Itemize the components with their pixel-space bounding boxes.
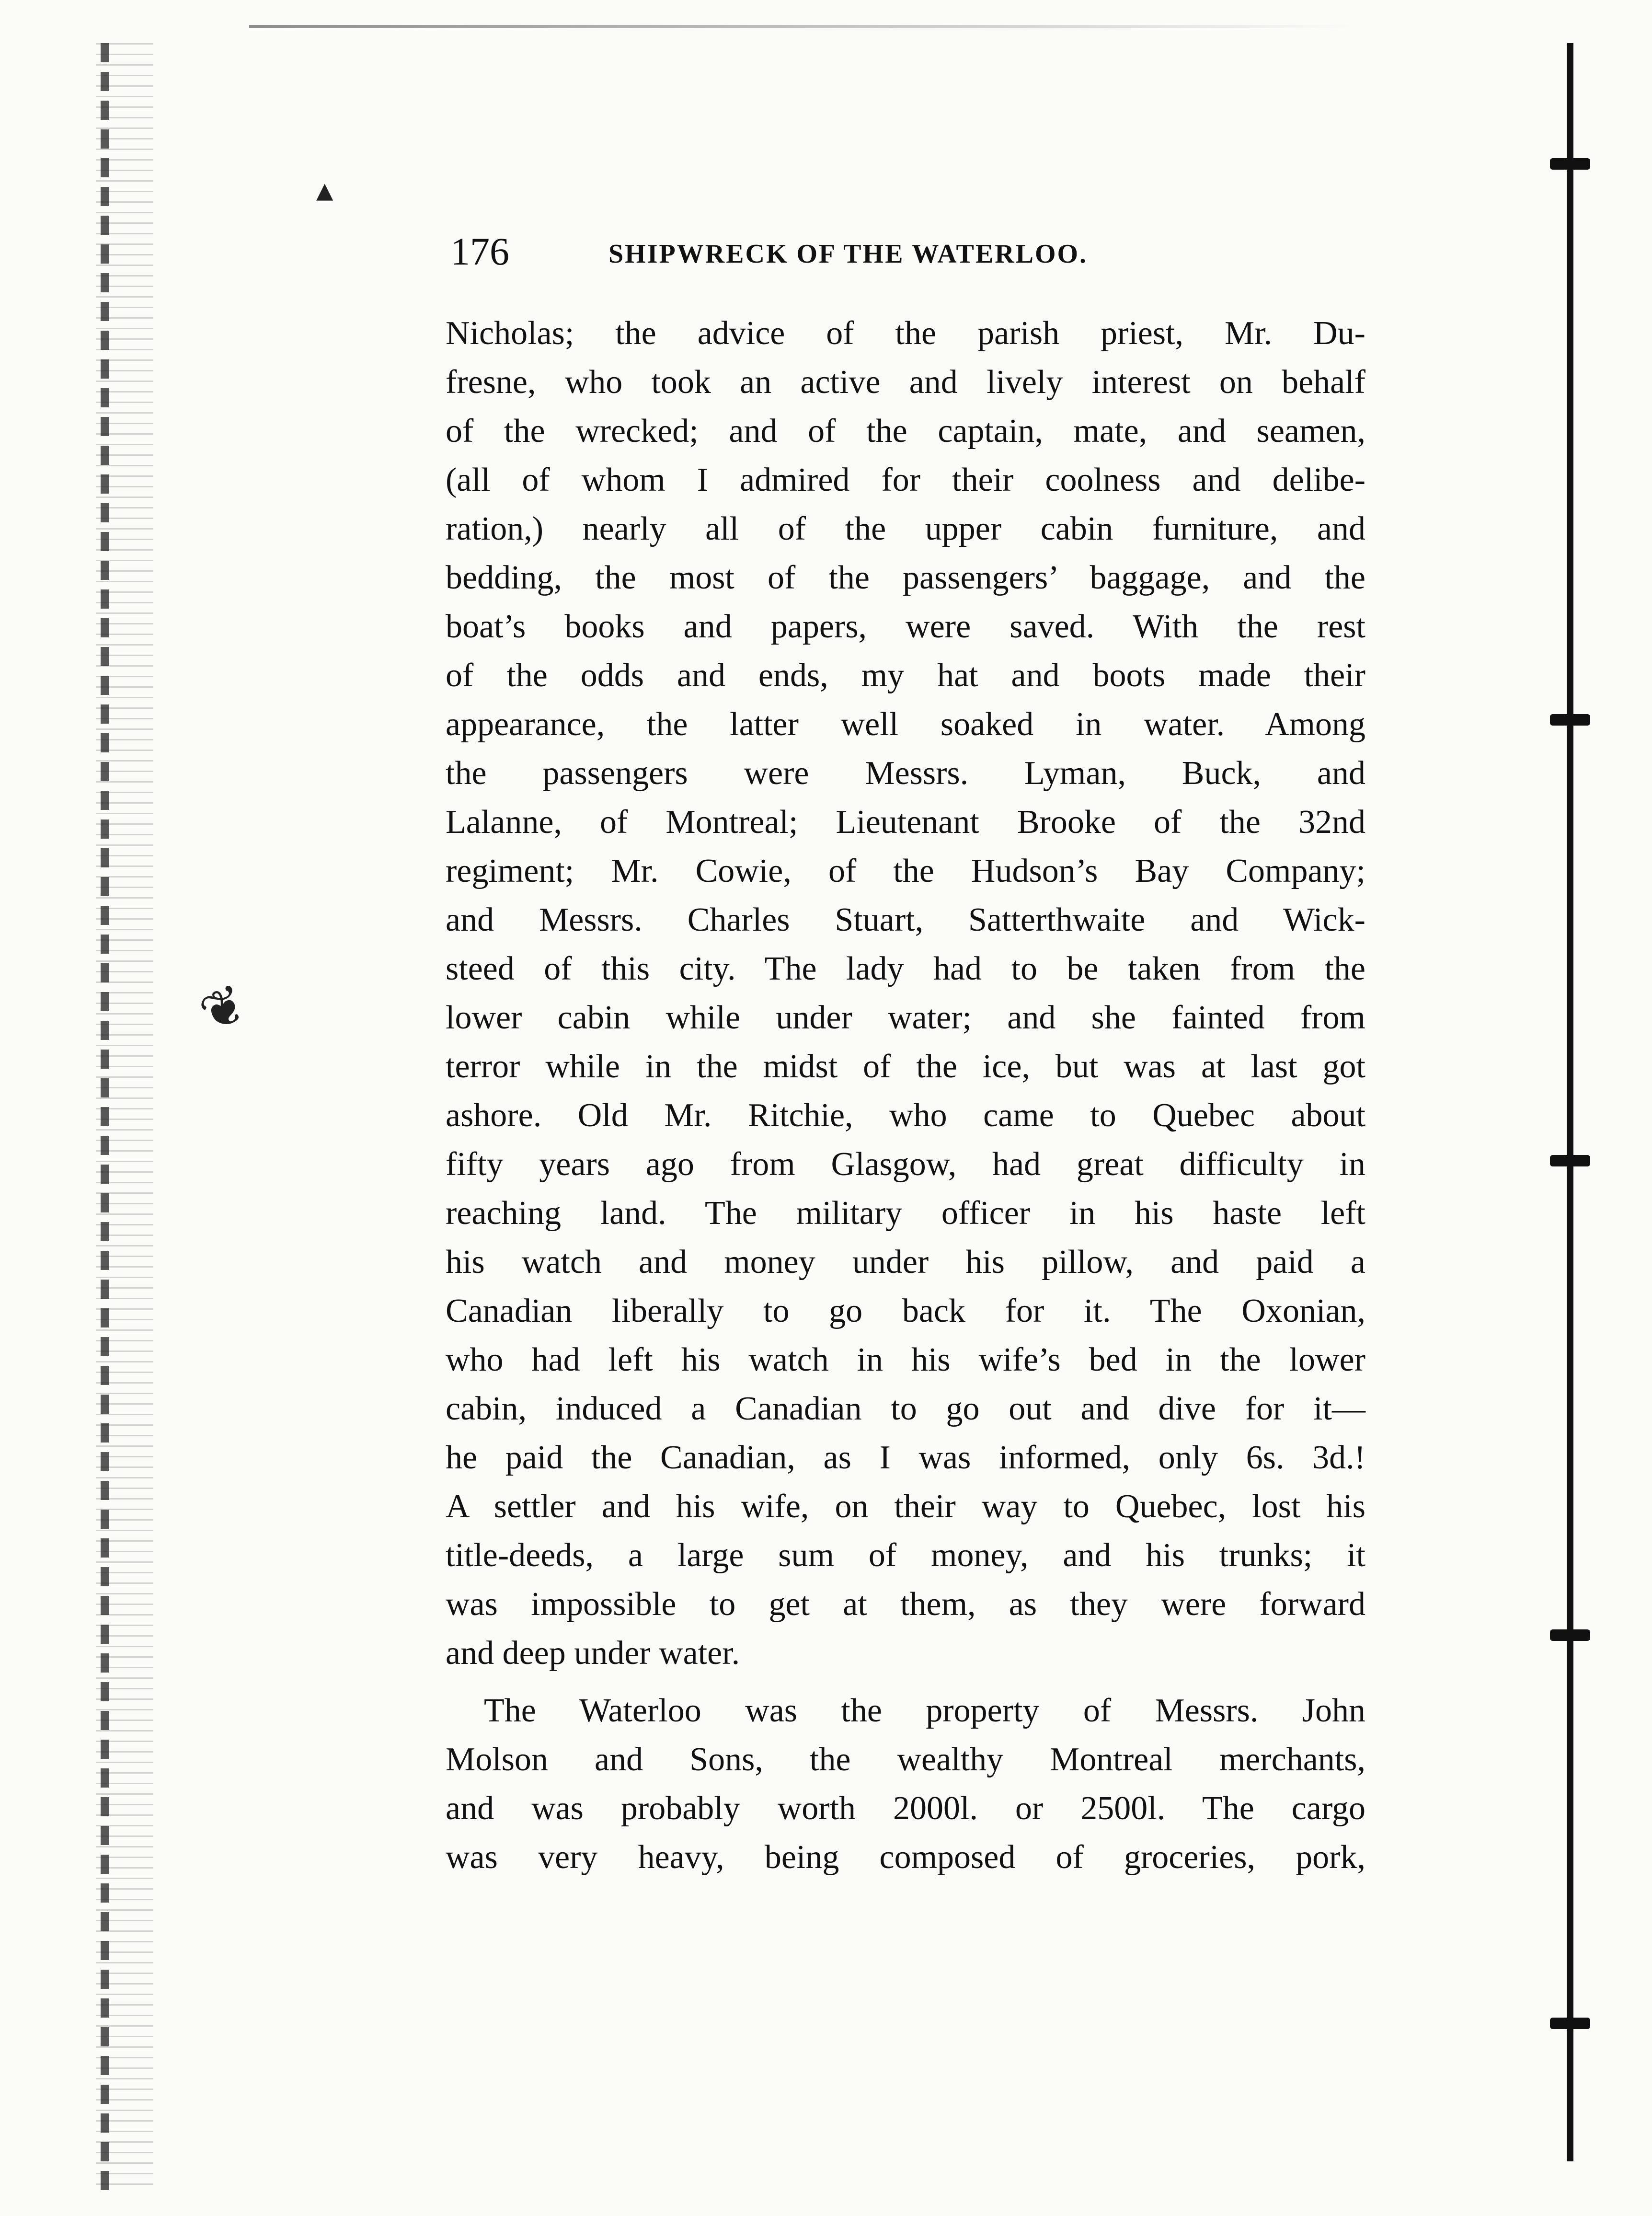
text-line: bedding, the most of the passengers’ baggage, and the [446, 559, 1365, 596]
text-line: A settler and his wife, on their way to Quebec, lost his [446, 1488, 1365, 1525]
text-line: his watch and money under his pillow, and paid a [446, 1244, 1365, 1281]
text-line: he paid the Canadian, as I was informed, only 6s. 3d.! [446, 1439, 1365, 1476]
text-line: lower cabin while under water; and she fainted from [446, 999, 1365, 1036]
text-line: The Waterloo was the property of Messrs. John [484, 1692, 1365, 1729]
text-line: terror while in the midst of the ice, but was at last got [446, 1048, 1365, 1085]
binding-knot [1550, 1155, 1590, 1166]
binding-knot [1550, 2018, 1590, 2029]
text-line: regiment; Mr. Cowie, of the Hudson’s Bay Company; [446, 853, 1365, 889]
binding-knot [1550, 1629, 1590, 1641]
top-edge-rule [249, 25, 1351, 28]
margin-mark-arrow: ▲ [316, 177, 333, 203]
paragraph-gap [446, 1678, 1365, 1686]
binding-knot [1550, 714, 1590, 726]
running-head: SHIPWRECK OF THE WATERLOO. [608, 239, 1088, 269]
text-line: of the odds and ends, my hat and boots made their [446, 657, 1365, 694]
text-line: ashore. Old Mr. Ritchie, who came to Quebec about [446, 1097, 1365, 1134]
text-line: Molson and Sons, the wealthy Montreal merchants, [446, 1741, 1365, 1778]
text-line: who had left his watch in his wife’s bed in the lower [446, 1341, 1365, 1378]
body-text [446, 309, 1365, 1882]
text-line: Lalanne, of Montreal; Lieutenant Brooke of the 32nd [446, 804, 1365, 841]
text-line: Nicholas; the advice of the parish priest, Mr. Du- [446, 315, 1365, 352]
paragraph-2 [446, 1686, 1365, 1882]
text-line: fifty years ago from Glasgow, had great difficulty in [446, 1146, 1365, 1183]
text-line: appearance, the latter well soaked in water. Among [446, 706, 1365, 743]
text-line: Canadian liberally to go back for it. The Oxonian, [446, 1293, 1365, 1329]
text-line: and was probably worth 2000l. or 2500l. The cargo [446, 1790, 1365, 1827]
text-line: reaching land. The military officer in his haste left [446, 1195, 1365, 1232]
text-line: boat’s books and papers, were saved. With the rest [446, 608, 1365, 645]
text-line: title-deeds, a large sum of money, and his trunks; it [446, 1537, 1365, 1574]
text-line: and Messrs. Charles Stuart, Satterthwaite and Wick- [446, 901, 1365, 938]
text-line: and deep under water. [446, 1635, 740, 1672]
text-line: fresne, who took an active and lively interest on behalf [446, 364, 1365, 401]
page-number: 176 [450, 230, 509, 273]
text-line: of the wrecked; and of the captain, mate, and seamen, [446, 413, 1365, 450]
binding-knot [1550, 158, 1590, 170]
text-line: was very heavy, being composed of groceries, pork, [446, 1839, 1365, 1876]
page-header [450, 228, 1356, 280]
text-line: (all of whom I admired for their coolness and delibe- [446, 462, 1365, 498]
text-line: steed of this city. The lady had to be taken from the [446, 950, 1365, 987]
text-line: cabin, induced a Canadian to go out and dive for it— [446, 1390, 1365, 1427]
text-line: the passengers were Messrs. Lyman, Buck, and [446, 755, 1365, 792]
text-line: was impossible to get at them, as they were forward [446, 1586, 1365, 1623]
paragraph-1 [446, 309, 1365, 1678]
left-binding-edge [101, 43, 109, 2190]
margin-ink-blot: ❦ [190, 971, 256, 1046]
text-line: ration,) nearly all of the upper cabin furniture, and [446, 510, 1365, 547]
right-binding-strip [1567, 43, 1573, 2161]
